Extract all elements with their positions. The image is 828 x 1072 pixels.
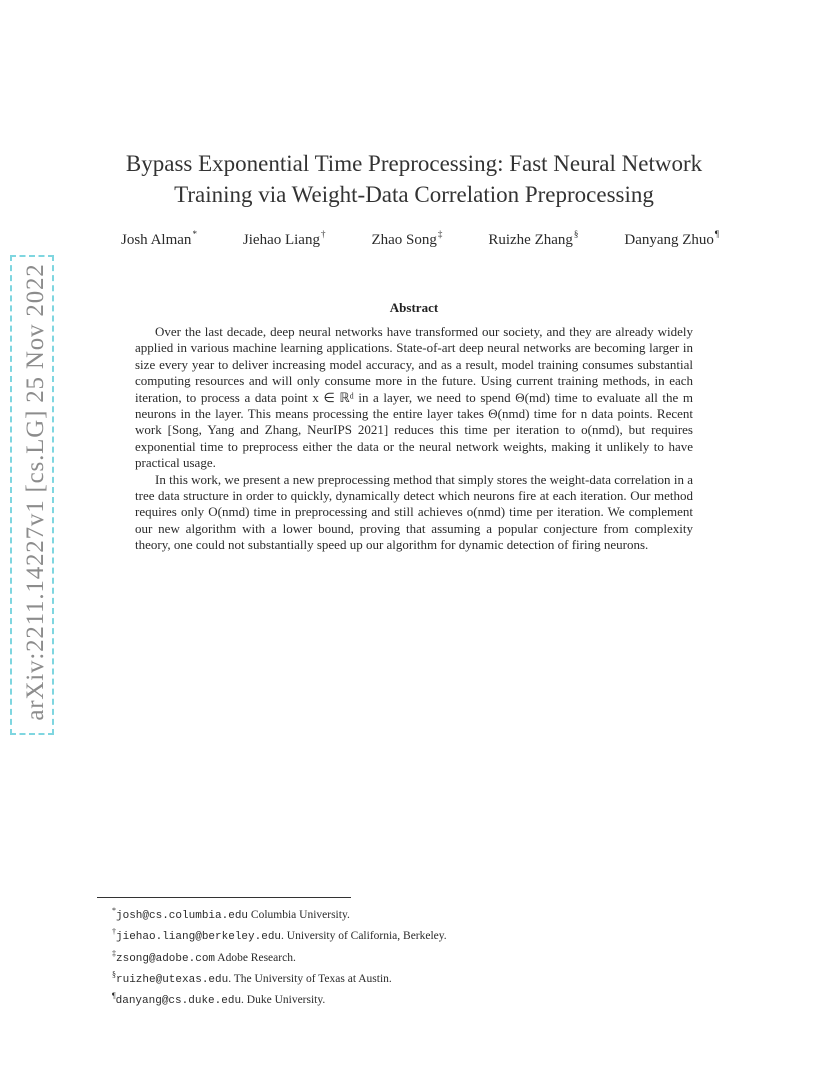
footnote: [112, 946, 732, 967]
abstract-body: [135, 324, 693, 554]
author-name: Jiehao Liang: [242, 232, 320, 248]
footnotes: [112, 903, 732, 1009]
author-footnote-mark: ‡: [437, 229, 443, 239]
footnote-divider: [97, 897, 351, 898]
footnote-affiliation: . Duke University.: [241, 994, 326, 1007]
author: [243, 229, 326, 249]
footnote: [112, 967, 732, 988]
author: [624, 229, 719, 249]
author-footnote-mark: ¶: [714, 229, 719, 239]
abstract-paragraph: In this work, we present a new preprocessing method that simply stores the weight-data correlation in a tree data structure in order to quickly, dynamically detect which neurons fire at each iteration. Our method requires only O(nmd) time in preprocessing and still achieves o(nmd) time per iteration. We complement our new algorithm with a lower bound, proving that assuming a popular conjecture from complexity theory, one could not substantially speed up our algorithm for dynamic detection of firing neurons.: [135, 471, 693, 553]
footnote-mark: †: [112, 927, 116, 937]
paper-title: [0, 148, 828, 210]
author-name: Danyang Zhuo: [624, 232, 714, 248]
footnote-affiliation: . The University of Texas at Austin.: [228, 972, 392, 985]
footnote-mark: §: [112, 969, 116, 979]
author-footnote-mark: †: [320, 229, 326, 239]
author-footnote-mark: *: [192, 229, 197, 239]
author: [488, 229, 578, 249]
footnote-email[interactable]: jiehao.liang@berkeley.edu: [116, 931, 282, 944]
footnote: [112, 988, 732, 1009]
footnote: [112, 924, 732, 945]
footnote-affiliation: Adobe Research.: [215, 951, 296, 964]
footnote-email[interactable]: josh@cs.columbia.edu: [116, 910, 249, 922]
footnote-mark: ‡: [112, 948, 116, 958]
author: [121, 229, 197, 249]
footnote-email[interactable]: danyang@cs.duke.edu: [115, 995, 242, 1008]
arxiv-identifier: arXiv:2211.14227v1 [cs.LG] 25 Nov 2022: [22, 263, 49, 721]
footnote-affiliation: Columbia University.: [248, 909, 350, 921]
footnote-email[interactable]: zsong@adobe.com: [116, 952, 216, 965]
author-list: [121, 229, 719, 249]
abstract-paragraph: Over the last decade, deep neural networks have transformed our society, and they are already widely applied in various machine learning applications. State-of-art deep neural networks are becoming larger in size every year to deliver increasing model accuracy, and as a result, model training consumes substantial computing resources and will only consume more in the future. Using current training methods, in each iteration, to process a data point x ∈ ℝᵈ in a layer, we need to spend Θ(md) time to evaluate all the m neurons in the layer. This means processing the entire layer takes Θ(nmd) time for n data points. Recent work [Song, Yang and Zhang, NeurIPS 2021] reduces this time per iteration to o(nmd), but requires exponential time to preprocess either the data or the neural network weights, making it unlikely to have practical usage.: [135, 324, 693, 471]
footnote: [112, 903, 732, 924]
title-line-2: Training via Weight-Data Correlation Preprocessing: [174, 182, 654, 207]
title-line-1: Bypass Exponential Time Preprocessing: Fast Neural Network: [125, 151, 703, 176]
footnote-affiliation: . University of California, Berkeley.: [281, 930, 447, 943]
author-footnote-mark: §: [573, 229, 579, 239]
author: [371, 229, 442, 249]
footnote-email[interactable]: ruizhe@utexas.edu: [116, 973, 229, 986]
author-name: Josh Alman: [121, 232, 192, 248]
author-name: Ruizhe Zhang: [488, 232, 573, 248]
footnote-mark: *: [112, 906, 116, 915]
abstract-heading: Abstract: [389, 300, 439, 315]
author-name: Zhao Song: [371, 232, 437, 248]
footnote-mark: ¶: [112, 991, 116, 1001]
